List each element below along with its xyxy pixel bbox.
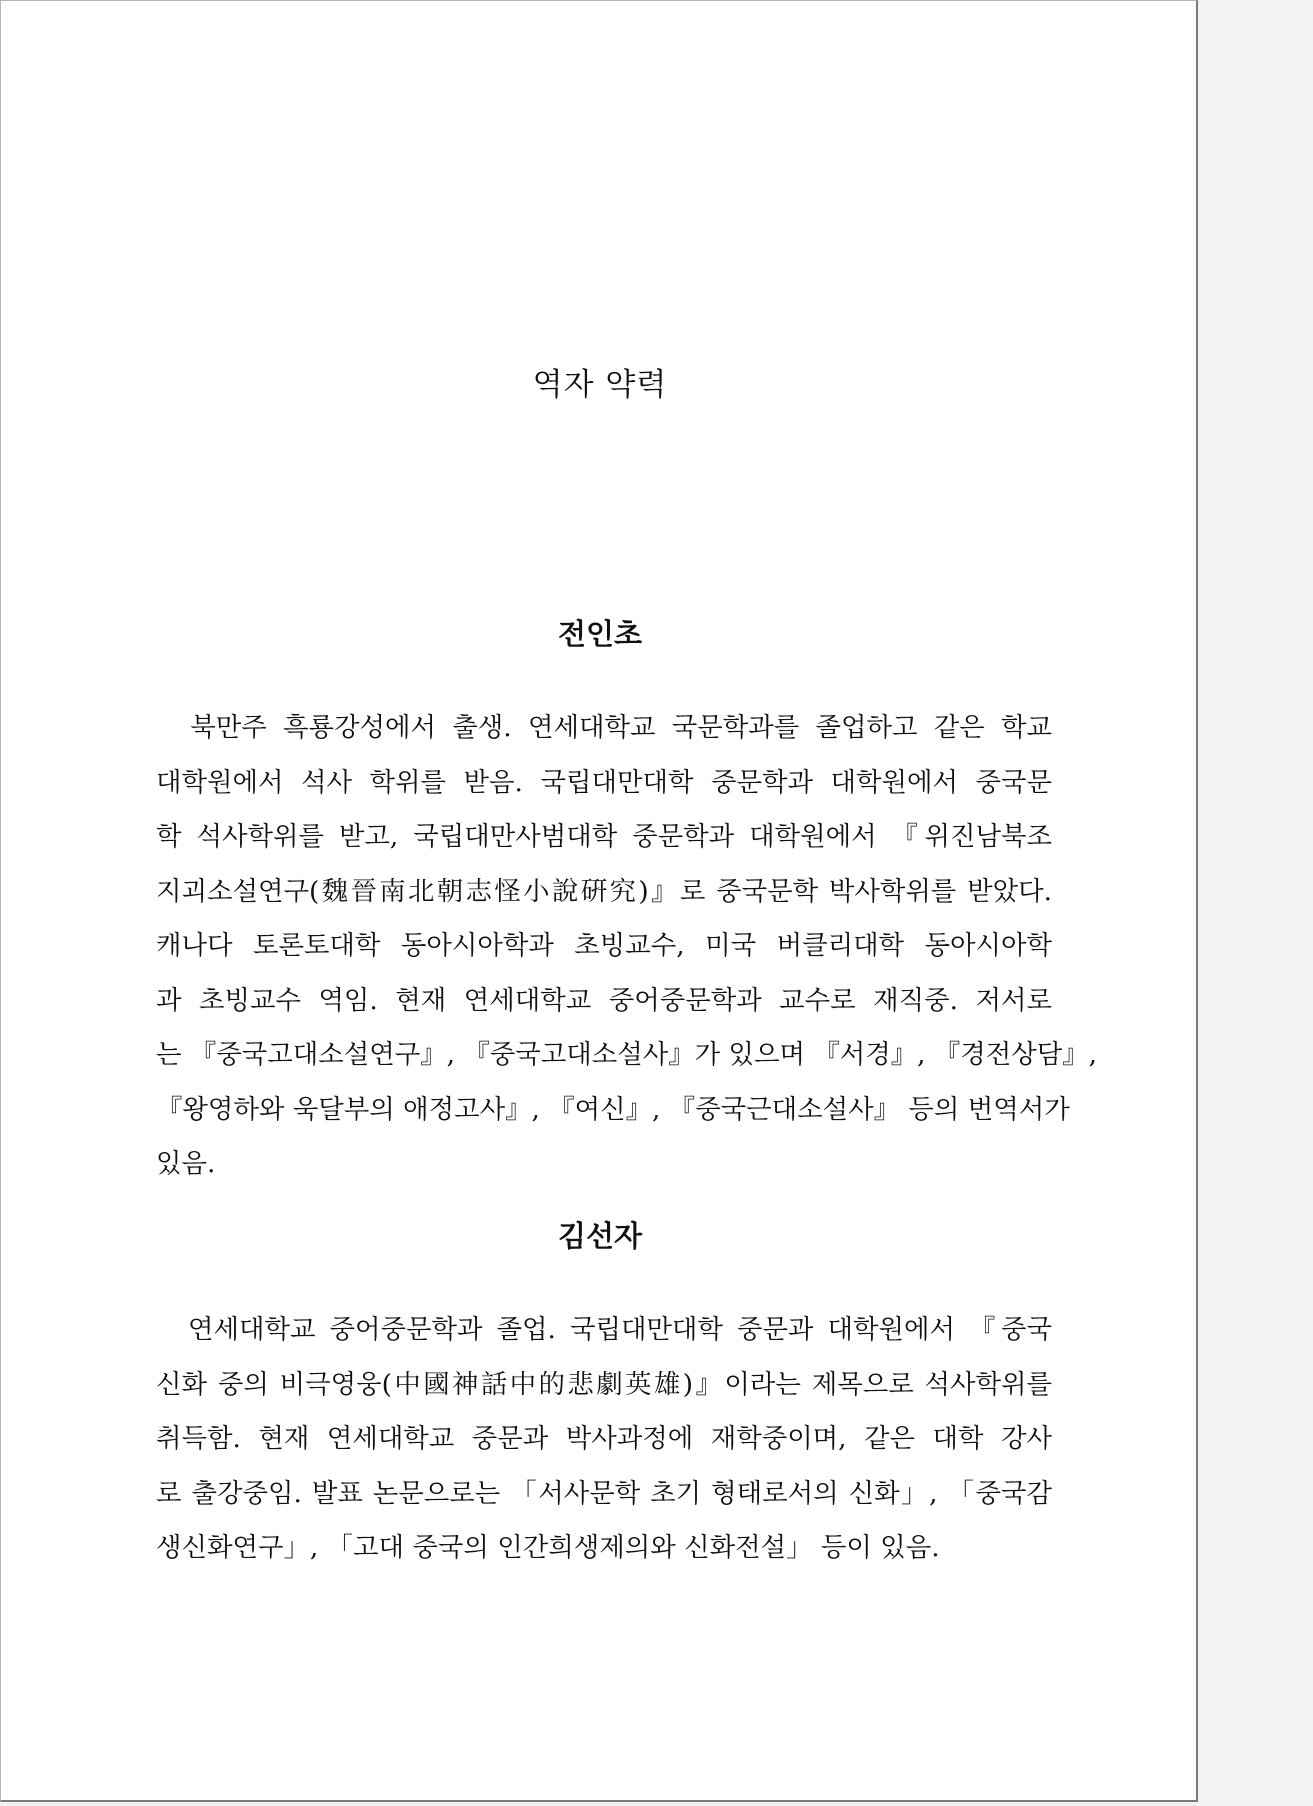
bio-line: 대학원에서 석사 학위를 받음. 국립대만대학 중문학과 대학원에서 중국문	[156, 766, 1052, 798]
translator-name-2: 김선자	[557, 1219, 643, 1253]
bio-line: 과 초빙교수 역임. 현재 연세대학교 중어중문학과 교수로 재직중. 저서로	[156, 984, 1052, 1016]
translator-bio-1	[156, 701, 1098, 1192]
bio-line: 있음.	[156, 1148, 216, 1179]
bio-line: 캐나다 토론토대학 동아시아학과 초빙교수, 미국 버클리대학 동아시아학	[156, 930, 1052, 961]
bio-line: 『왕영하와 욱달부의 애정고사』, 『여신』, 『중국근대소설사』 등의 번역서가	[156, 1093, 1070, 1125]
bio-line: 생신화연구」, 「고대 중국의 인간희생제의와 신화전설」 등이 있음.	[156, 1532, 940, 1563]
bio-line: 로 출강중임. 발표 논문으로는 「서사문학 초기 형태로서의 신화」, 「중국감	[156, 1477, 1052, 1509]
bio-line: 연세대학교 중어중문학과 졸업. 국립대만대학 중문과 대학원에서 『중국	[156, 1314, 1052, 1345]
bio-line: 는 『중국고대소설연구』, 『중국고대소설사』가 있으며 『서경』, 『경전상담』,	[156, 1039, 1098, 1070]
bio-line: 지괴소설연구(魏晉南北朝志怪小說硏究)』로 중국문학 박사학위를 받았다.	[156, 875, 1052, 907]
bio-line: 신화 중의 비극영웅(中國神話中的悲劇英雄)』이라는 제목으로 석사학위를	[156, 1368, 1052, 1400]
translator-name-1: 전인초	[557, 617, 643, 651]
bio-line: 학 석사학위를 받고, 국립대만사범대학 중문학과 대학원에서 『위진남북조	[156, 821, 1052, 852]
bio-line: 북만주 흑룡강성에서 출생. 연세대학교 국문학과를 졸업하고 같은 학교	[156, 712, 1052, 743]
translator-bio-2	[156, 1303, 1052, 1576]
page-title: 역자 약력	[532, 367, 668, 403]
bio-line: 취득함. 현재 연세대학교 중문과 박사과정에 재학중이며, 같은 대학 강사	[156, 1423, 1052, 1454]
